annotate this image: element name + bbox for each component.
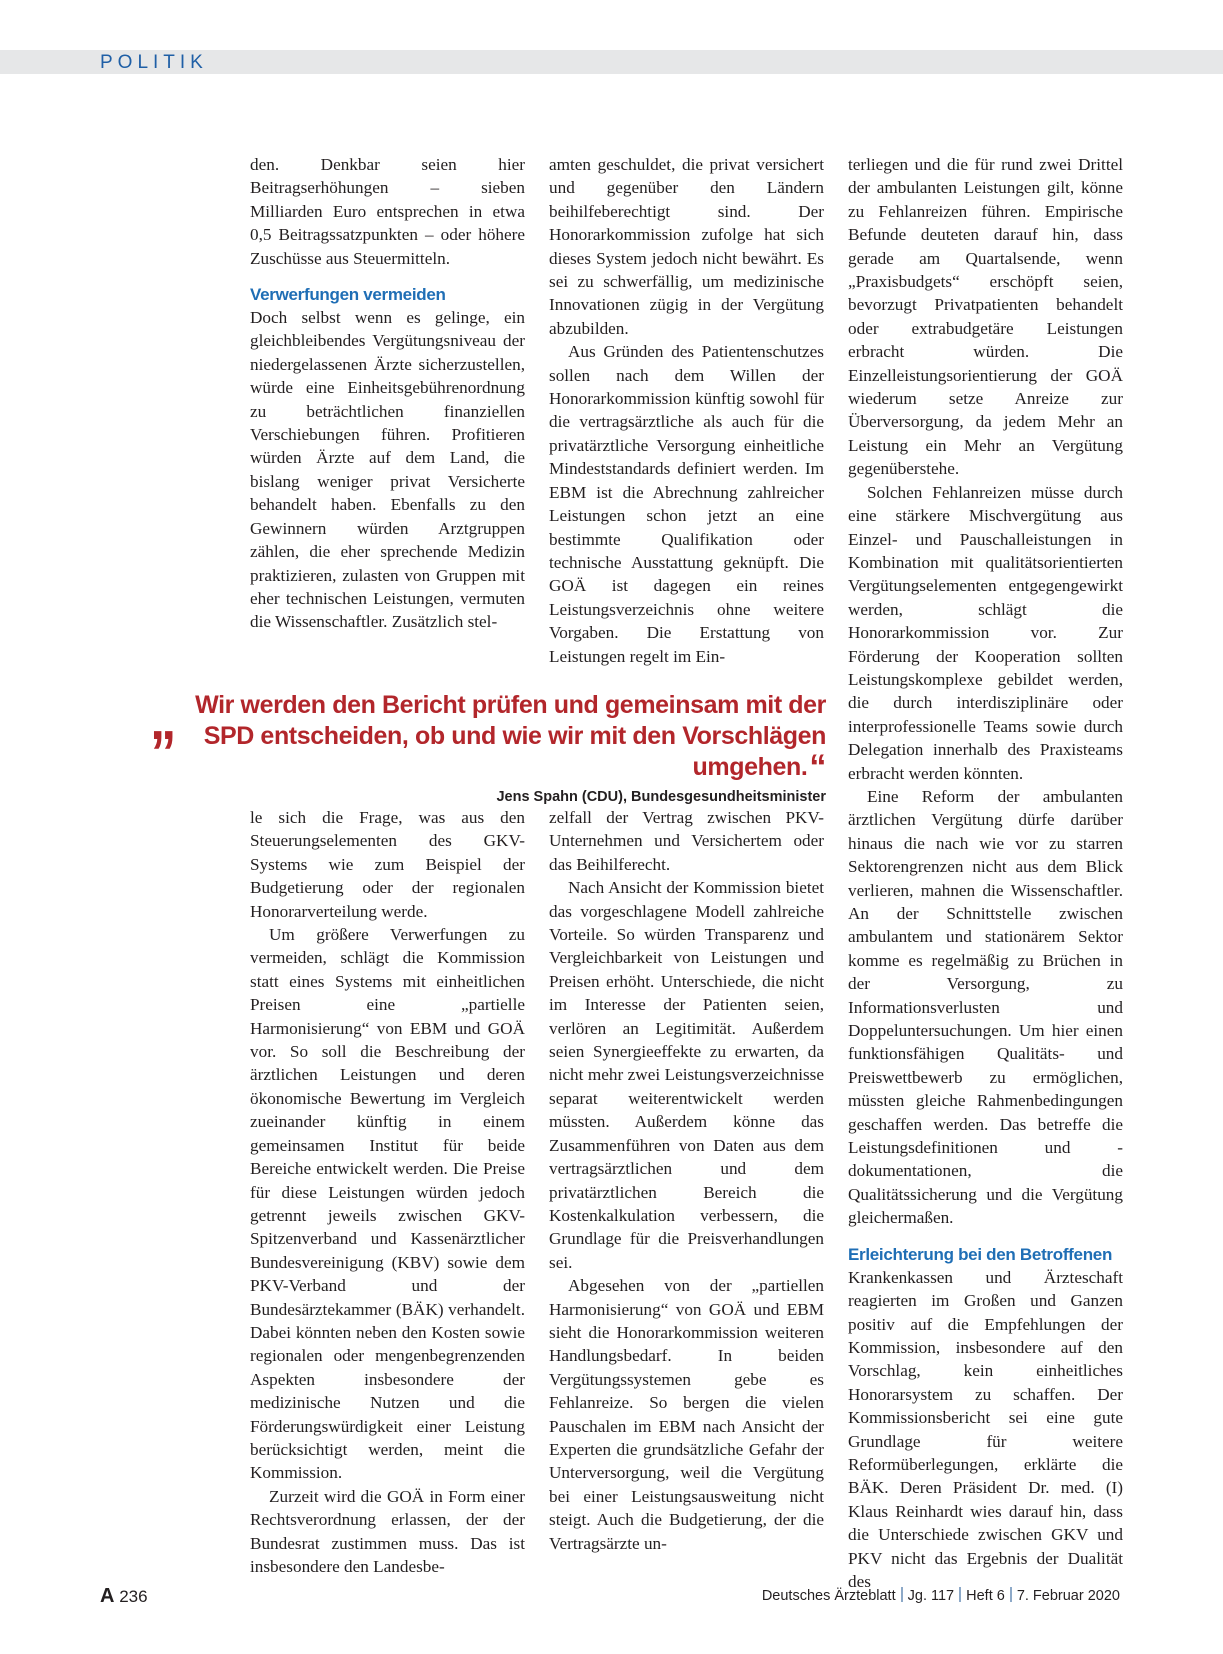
pull-quote-attribution: Jens Spahn (CDU), Bundesgesundheitsminister: [496, 789, 826, 805]
paragraph: Aus Gründen des Patientenschutzes sollen nach dem Willen der Honorarkommission künftig sowohl für die vertragsärztliche als auch für die privatärztliche Versorgung einheitliche Mindeststandards definiert werden. Im EBM ist die Abrechnung zahlreicher Leistungen schon jetzt an eine bestimmte Qualifikation oder technische Ausstattung geknüpft. Die GOÄ ist dagegen ein reines Leistungsverzeichnis ohne weitere Vorgaben. Die Erstattung von Leistungen regelt im Ein-: [549, 342, 824, 666]
paragraph: Doch selbst wenn es gelinge, ein gleichbleibendes Vergütungsniveau der niedergelassenen Ärzte sicherzustellen, würde eine Einheitsgebührenordnung zu beträchtlichen finanziellen Verschiebungen führen. Profitieren würden Ärzte auf dem Land, die bislang weniger privat Versicherte behandelt haben. Ebenfalls zu den Gewinnern würden Arztgruppen zählen, die eher sprechende Medizin praktizieren, zulasten von Gruppen mit eher technischen Leistungen, vermuten die Wissenschaftler. Zusätzlich stel-: [250, 308, 525, 632]
pull-quote-text: [184, 690, 826, 786]
footer-separator: [901, 1587, 903, 1602]
paragraph: le sich die Frage, was aus den Steuerungselementen des GKV-Systems wie zum Beispiel der Budgetierung oder der regionalen Honorarverteilung werde.: [250, 808, 525, 921]
page-number-value: 236: [119, 1587, 148, 1606]
column-2-bottom: [549, 806, 824, 1551]
column-2-top: [549, 153, 824, 666]
section-heading: Erleichterung bei den Betroffenen: [848, 1244, 1113, 1264]
paragraph: zelfall der Vertrag zwischen PKV-Unternehmen und Versichertem oder das Beihilferecht.: [549, 808, 824, 874]
column-1-top: [250, 153, 525, 663]
quote-close-mark: “: [809, 748, 826, 786]
column-1-bottom: [250, 806, 525, 1576]
journal-volume: Jg. 117: [907, 1588, 955, 1604]
section-heading: Verwerfungen vermeiden: [250, 285, 446, 305]
paragraph: Zurzeit wird die GOÄ in Form einer Rechtsverordnung erlassen, der der Bundesrat zustimmen muss. Das ist insbesondere den Landesbe-: [250, 1486, 525, 1576]
paragraph: Solchen Fehlanreizen müsse durch eine stärkere Mischvergütung aus Einzel- und Pauschalleistungen in Kombination mit qualitätsorientierten Vergütungselementen entgegengewirkt werden, schlägt die Honorarkommission vor. Zur Förderung der Kooperation sollten Leistungskomplexe gebildet werden, die durch interdisziplinäre oder interprofessionelle Teams sowie durch Delegation innerhalb des Praxisteams erbracht werden könnten.: [848, 482, 1123, 783]
paragraph: terliegen und die für rund zwei Drittel der ambulanten Leistungen gilt, könne zu Fehlanreizen führen. Empirische Befunde deuteten darauf hin, dass gerade am Quartalsende, wenn „Praxisbudgets“ erschöpft seien, bevorzugt Privatpatienten behandelt oder extrabudgetäre Leistungen erbracht würden. Die Einzelleistungsorientierung der GOÄ wiederum setze Anreize zur Überversorgung, da jedem Mehr an Leistung ein Mehr an Vergütung gegenüberstehe.: [848, 155, 1123, 479]
paragraph: den. Denkbar seien hier Beitragserhöhungen – sieben Milliarden Euro entsprechen in etwa 0,5 Beitragssatzpunkten – oder höhere Zuschüsse aus Steuermitteln.: [250, 155, 525, 268]
column-3: [848, 153, 1123, 1591]
section-label: POLITIK: [100, 52, 208, 73]
pull-quote-body: Wir werden den Bericht prüfen und gemeinsam mit der SPD entscheiden, ob und wie wir mit den Vorschlägen umgehen.: [195, 691, 826, 781]
page-prefix: A: [100, 1585, 115, 1607]
journal-footer: [762, 1587, 1120, 1604]
paragraph: Um größere Verwerfungen zu vermeiden, schlägt die Kommission statt eines Systems mit einheitlichen Preisen eine „partielle Harmonisierung“ von EBM und GOÄ vor. So soll die Beschreibung der ärztlichen Leistungen und deren ökonomische Bewertung im Vergleich zueinander künftig in einem gemeinsamen Institut für beide Bereiche entwickelt werden. Die Preise für diese Leistungen würden jedoch getrennt jeweils zwischen GKV-Spitzenverband und Kassenärztlicher Bundesvereinigung (KBV) sowie dem PKV-Verband und der Bundesärztekammer (BÄK) verhandelt. Dabei könnten neben den Kosten sowie regionalen oder mengenbegrenzenden Aspekten insbesondere der medizinische Nutzen und die Förderungswürdigkeit einer Leistung berücksichtigt werden, meint die Kommission.: [250, 925, 525, 1483]
page-number: [100, 1585, 148, 1608]
paragraph: Abgesehen von der „partiellen Harmonisierung“ von GOÄ und EBM sieht die Honorarkommission weiteren Handlungsbedarf. In beiden Vergütungssystemen gebe es Fehlanreize. So bergen die vielen Pauschalen im EBM nach Ansicht der Experten die grundsätzliche Gefahr der Unterversorgung, weil die Vergütung bei einer Leistungsausweitung nicht steigt. Auch die Budgetierung, der die Vertragsärzte un-: [549, 1276, 824, 1553]
paragraph: Eine Reform der ambulanten ärztlichen Vergütung dürfe darüber hinaus die nach wie vor zu starren Sektorengrenzen nicht aus dem Blick verlieren, mahnen die Wissenschaftler. An der Schnittstelle zwischen ambulantem und stationärem Sektor komme es regelmäßig zu Brüchen in der Versorgung, zu Informationsverlusten und Doppeluntersuchungen. Um hier einen funktionsfähigen Qualitäts- und Preiswettbewerb zu ermöglichen, müssten gleiche Rahmenbedingungen geschaffen werden. Das betreffe die Leistungsdefinitionen und -dokumentationen, die Qualitätssicherung und die Vergütung gleichermaßen.: [848, 786, 1123, 1228]
footer-separator: [1010, 1587, 1012, 1602]
paragraph: Krankenkassen und Ärzteschaft reagierten im Großen und Ganzen positiv auf die Empfehlungen der Kommission, insbesondere auf den Vorschlag, kein einheitliches Honorarsystem zu schaffen. Der Kommissionsbericht sei eine gute Grundlage für weitere Reformüberlegungen, erklärte die BÄK. Deren Präsident Dr. med. (I) Klaus Reinhardt wies darauf hin, dass die Unterschiede zwischen GKV und PKV nicht das Ergebnis der Dualität des: [848, 1267, 1123, 1591]
pull-quote: [150, 684, 826, 805]
footer-separator: [959, 1587, 961, 1602]
journal-issue: Heft 6: [966, 1588, 1005, 1604]
paragraph: Nach Ansicht der Kommission bietet das vorgeschlagene Modell zahlreiche Vorteile. So würden Transparenz und Vergleichbarkeit von Leistungen und Preisen erhöht. Unterschiede, die nicht im Interesse der Patienten seien, verlören an Legitimität. Außerdem seien Synergieeffekte zu erwarten, da nicht mehr zwei Leistungsverzeichnisse separat weiterentwickelt werden müssten. Außerdem könne das Zusammenführen von Daten aus dem vertragsärztlichen und dem privatärztlichen Bereich die Kostenkalkulation verbessern, die Grundlage für die Preisverhandlungen sei.: [549, 878, 824, 1272]
paragraph: amten geschuldet, die privat versichert und gegenüber den Ländern beihilfeberechtigt sind. Der Honorarkommission zufolge hat sich dieses System jedoch nicht bewährt. Es sei zu schwerfällig, um medizinische Innovationen zügig in der Vergütung abzubilden.: [549, 155, 824, 338]
journal-date: 7. Februar 2020: [1016, 1588, 1120, 1604]
journal-name: Deutsches Ärzteblatt: [761, 1588, 896, 1604]
quote-open-mark: „: [150, 684, 177, 753]
